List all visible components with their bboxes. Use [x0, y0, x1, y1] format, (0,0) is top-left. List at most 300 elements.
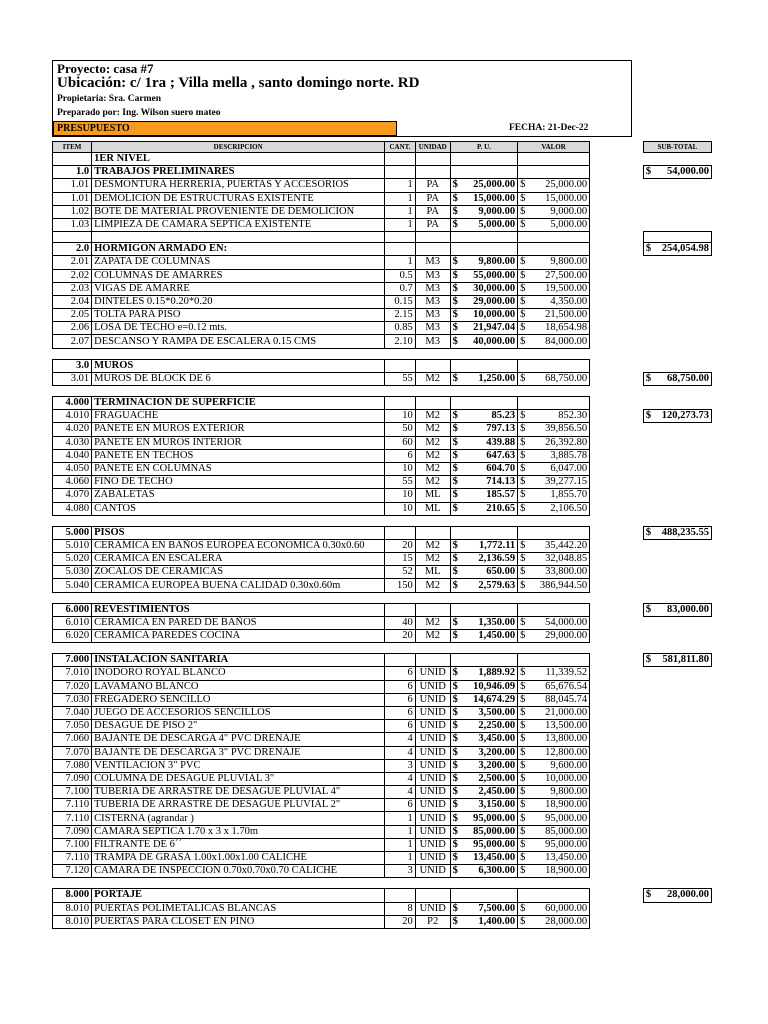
item-description: ZOCALOS DE CERAMICAS: [92, 566, 385, 579]
gap-cell: [590, 397, 644, 410]
item-quantity: 8: [385, 902, 416, 915]
item-row: [53, 838, 712, 851]
currency-sign: $: [452, 410, 458, 422]
currency-sign: $: [520, 436, 526, 448]
item-quantity: 0.7: [385, 282, 416, 295]
item-code: 7.040: [53, 706, 92, 719]
item-unit: UNID: [415, 693, 450, 706]
item-unit-price: [450, 269, 517, 282]
currency-sign: $: [452, 693, 458, 705]
item-code: 4.040: [53, 449, 92, 462]
gap-cell: [590, 282, 644, 295]
item-quantity: 50: [385, 423, 416, 436]
item-code: 7.010: [53, 667, 92, 680]
item-value: [518, 205, 590, 218]
item-value: [518, 630, 590, 643]
item-code: 2.06: [53, 322, 92, 335]
section-row: [53, 397, 712, 410]
blank-cell: [643, 643, 711, 654]
item-unit-price: [450, 476, 517, 489]
item-row: [53, 295, 712, 308]
item-quantity: 6: [385, 706, 416, 719]
item-unit-price: [450, 812, 517, 825]
item-row: [53, 786, 712, 799]
item-value: [518, 799, 590, 812]
item-value: [518, 449, 590, 462]
gap-cell: [590, 526, 644, 539]
gap-cell: [590, 746, 644, 759]
item-quantity: [385, 603, 416, 616]
currency-sign: $: [520, 219, 526, 231]
currency-sign: $: [452, 772, 458, 784]
item-description: PORTAJE: [92, 889, 385, 902]
item-description: FRAGUACHE: [92, 410, 385, 423]
gap-cell: [590, 423, 644, 436]
currency-sign: $: [452, 915, 458, 927]
blank-row: [53, 232, 712, 243]
item-value: [518, 759, 590, 772]
col-gap: [590, 142, 644, 153]
item-unit: ML: [415, 502, 450, 515]
currency-sign: $: [452, 502, 458, 514]
item-unit-price: [450, 295, 517, 308]
value-amount: 33,800.00: [545, 566, 588, 578]
unit-price-value: 3,500.00: [478, 707, 516, 719]
item-subtotal: [643, 502, 711, 515]
unit-price-value: 55,000.00: [473, 269, 516, 281]
blank-cell: [518, 386, 590, 397]
item-unit-price: [450, 243, 517, 256]
item-unit: M3: [415, 295, 450, 308]
item-subtotal: [643, 825, 711, 838]
item-quantity: 4: [385, 746, 416, 759]
currency-sign: $: [645, 889, 652, 901]
item-quantity: 1: [385, 256, 416, 269]
currency-sign: $: [520, 902, 526, 914]
item-description: DINTELES 0.15*0.20*0.20: [92, 295, 385, 308]
currency-sign: $: [452, 838, 458, 850]
section-row: [53, 654, 712, 667]
currency-sign: $: [645, 166, 652, 178]
col-cant: CANT.: [385, 142, 416, 153]
currency-sign: $: [520, 463, 526, 475]
item-subtotal: [643, 630, 711, 643]
item-unit: UNID: [415, 825, 450, 838]
currency-sign: $: [452, 372, 458, 384]
item-unit: UNID: [415, 902, 450, 915]
item-code: 5.010: [53, 539, 92, 552]
blank-row: [53, 878, 712, 889]
gap-cell: [590, 436, 644, 449]
gap-cell: [590, 902, 644, 915]
item-value: [518, 654, 590, 667]
item-subtotal: [643, 786, 711, 799]
item-subtotal: [643, 423, 711, 436]
item-value: [518, 746, 590, 759]
section-row: [53, 166, 712, 179]
item-description: CAMARA DE INSPECCION 0.70x0.70x0.70 CALICHE: [92, 865, 385, 878]
item-unit-price: [450, 786, 517, 799]
section-row: [53, 359, 712, 372]
blank-cell: [53, 386, 92, 397]
gap-cell: [590, 476, 644, 489]
blank-cell: [643, 515, 711, 526]
item-quantity: 1: [385, 838, 416, 851]
value-amount: 19,500.00: [545, 282, 588, 294]
value-amount: 852.30: [558, 410, 588, 422]
item-row: [53, 372, 712, 385]
item-quantity: 20: [385, 915, 416, 928]
unit-price-value: 1,250.00: [478, 372, 516, 384]
blank-row: [53, 386, 712, 397]
value-amount: 29,000.00: [545, 630, 588, 642]
item-row: [53, 462, 712, 475]
currency-sign: $: [520, 812, 526, 824]
item-code: 7.110: [53, 852, 92, 865]
item-code: 7.060: [53, 733, 92, 746]
currency-sign: $: [520, 733, 526, 745]
blank-cell: [385, 386, 416, 397]
value-amount: 39,856.50: [545, 423, 588, 435]
gap-cell: [590, 153, 644, 166]
subtotal-amount: 581,811.80: [662, 654, 709, 666]
item-code: 7.120: [53, 865, 92, 878]
item-value: [518, 166, 590, 179]
item-unit: UNID: [415, 720, 450, 733]
blank-cell: [518, 515, 590, 526]
item-row: [53, 579, 712, 592]
item-code: 7.100: [53, 786, 92, 799]
item-code: 2.01: [53, 256, 92, 269]
unit-price-value: 13,450.00: [473, 852, 516, 864]
item-value: [518, 359, 590, 372]
unit-price-value: 185.57: [486, 489, 516, 501]
gap-cell: [590, 579, 644, 592]
item-description: CERAMICA EN ESCALERA: [92, 553, 385, 566]
item-value: [518, 902, 590, 915]
item-quantity: 1: [385, 205, 416, 218]
item-code: 7.030: [53, 693, 92, 706]
value-amount: 18,654.98: [545, 322, 588, 334]
budget-table-body: [53, 142, 712, 929]
item-unit: PA: [415, 179, 450, 192]
item-unit-price: [450, 359, 517, 372]
item-description: PANETE EN MUROS EXTERIOR: [92, 423, 385, 436]
blank-cell: [643, 386, 711, 397]
blank-cell: [415, 515, 450, 526]
currency-sign: $: [520, 852, 526, 864]
blank-cell: [643, 348, 711, 359]
item-subtotal: [643, 192, 711, 205]
item-subtotal: [643, 449, 711, 462]
item-unit-price: [450, 423, 517, 436]
item-row: [53, 192, 712, 205]
value-amount: 25,000.00: [545, 179, 588, 191]
item-unit-price: [450, 553, 517, 566]
gap-cell: [590, 630, 644, 643]
currency-sign: $: [452, 667, 458, 679]
item-value: [518, 680, 590, 693]
item-subtotal: [643, 269, 711, 282]
item-unit-price: [450, 192, 517, 205]
item-description: BOTE DE MATERIAL PROVENIENTE DE DEMOLICION: [92, 205, 385, 218]
blank-row: [53, 348, 712, 359]
item-value: [518, 889, 590, 902]
item-value: [518, 733, 590, 746]
blank-cell: [450, 348, 517, 359]
currency-sign: $: [452, 269, 458, 281]
gap-cell: [590, 295, 644, 308]
gap-cell: [590, 812, 644, 825]
gap-cell: [590, 410, 644, 423]
item-value: [518, 295, 590, 308]
gap-cell: [590, 838, 644, 851]
item-code: 2.07: [53, 335, 92, 348]
item-quantity: 40: [385, 616, 416, 629]
currency-sign: $: [520, 772, 526, 784]
blank-cell: [53, 878, 92, 889]
value-amount: 13,500.00: [545, 720, 588, 732]
item-quantity: 0.5: [385, 269, 416, 282]
gap-cell: [590, 889, 644, 902]
item-value: [518, 693, 590, 706]
blank-cell: [385, 643, 416, 654]
item-value: [518, 153, 590, 166]
item-value: [518, 243, 590, 256]
item-unit-price: [450, 865, 517, 878]
gap-cell: [590, 654, 644, 667]
unit-price-value: 3,150.00: [478, 799, 516, 811]
item-unit: M2: [415, 553, 450, 566]
blank-cell: [450, 386, 517, 397]
blank-cell: [92, 643, 385, 654]
item-description: VENTILACION 3" PVC: [92, 759, 385, 772]
item-quantity: [385, 889, 416, 902]
item-code: 5.020: [53, 553, 92, 566]
item-unit: ML: [415, 489, 450, 502]
item-unit-price: [450, 539, 517, 552]
item-description: TUBERIA DE ARRASTRE DE DESAGUE PLUVIAL 4": [92, 786, 385, 799]
currency-sign: $: [520, 680, 526, 692]
currency-sign: $: [452, 812, 458, 824]
currency-sign: $: [452, 449, 458, 461]
blank-cell: [53, 515, 92, 526]
item-unit: UNID: [415, 852, 450, 865]
item-unit: UNID: [415, 812, 450, 825]
item-subtotal: [643, 553, 711, 566]
gap-cell: [590, 680, 644, 693]
item-unit-price: [450, 579, 517, 592]
item-description: PANETE EN TECHOS: [92, 449, 385, 462]
subtotal-amount: 488,235.55: [661, 526, 709, 538]
unit-price-value: 3,450.00: [478, 733, 516, 745]
item-unit: UNID: [415, 706, 450, 719]
item-value: [518, 462, 590, 475]
item-unit-price: [450, 889, 517, 902]
value-amount: 88,045.74: [545, 693, 588, 705]
item-code: 5.030: [53, 566, 92, 579]
item-subtotal: [643, 603, 711, 616]
item-row: [53, 502, 712, 515]
item-description: MUROS: [92, 359, 385, 372]
unit-price-value: 95,000.00: [473, 812, 516, 824]
item-value: [518, 566, 590, 579]
item-code: 7.110: [53, 812, 92, 825]
item-unit: [415, 603, 450, 616]
value-amount: 5,000.00: [550, 219, 588, 231]
item-description: CERAMICA PAREDES COCINA: [92, 630, 385, 643]
gap-cell: [590, 720, 644, 733]
item-quantity: 0.15: [385, 295, 416, 308]
blank-cell: [92, 348, 385, 359]
item-row: [53, 746, 712, 759]
gap-cell: [590, 502, 644, 515]
currency-sign: $: [452, 746, 458, 758]
blank-cell: [590, 878, 644, 889]
value-amount: 54,000.00: [545, 616, 588, 628]
gap-cell: [590, 243, 644, 256]
currency-sign: $: [520, 667, 526, 679]
item-description: PUERTAS POLIMETALICAS BLANCAS: [92, 902, 385, 915]
item-quantity: 6: [385, 449, 416, 462]
currency-sign: $: [520, 179, 526, 191]
currency-sign: $: [452, 825, 458, 837]
item-quantity: 1: [385, 852, 416, 865]
prepared-by: Preparado por: Ing. Wilson suero mateo: [57, 108, 221, 118]
item-unit: M2: [415, 372, 450, 385]
item-row: [53, 423, 712, 436]
item-description: TUBERIA DE ARRASTRE DE DESAGUE PLUVIAL 2": [92, 799, 385, 812]
item-value: [518, 282, 590, 295]
item-quantity: 4: [385, 772, 416, 785]
currency-sign: $: [520, 502, 526, 514]
item-subtotal: [643, 335, 711, 348]
blank-cell: [518, 348, 590, 359]
item-code: 4.010: [53, 410, 92, 423]
item-row: [53, 309, 712, 322]
item-description: VIGAS DE AMARRE: [92, 282, 385, 295]
blank-cell: [385, 348, 416, 359]
item-description: FILTRANTE DE 6´´: [92, 838, 385, 851]
item-value: [518, 786, 590, 799]
item-value: [518, 526, 590, 539]
item-value: [518, 720, 590, 733]
item-value: [518, 218, 590, 231]
item-unit-price: [450, 566, 517, 579]
currency-sign: $: [452, 616, 458, 628]
currency-sign: $: [452, 720, 458, 732]
currency-sign: $: [520, 282, 526, 294]
currency-sign: $: [520, 786, 526, 798]
item-subtotal: [643, 865, 711, 878]
item-quantity: 10: [385, 502, 416, 515]
value-amount: 95,000.00: [545, 812, 588, 824]
item-description: ZABALETAS: [92, 489, 385, 502]
item-unit-price: [450, 603, 517, 616]
item-quantity: [385, 397, 416, 410]
currency-sign: $: [452, 579, 458, 591]
item-unit: PA: [415, 205, 450, 218]
item-subtotal: [643, 205, 711, 218]
item-row: [53, 282, 712, 295]
item-code: 2.0: [53, 243, 92, 256]
item-description: PUERTAS PARA CLOSET EN PINO: [92, 915, 385, 928]
blank-cell: [518, 232, 590, 243]
item-quantity: 20: [385, 539, 416, 552]
item-row: [53, 759, 712, 772]
currency-sign: $: [452, 295, 458, 307]
col-subtotal: SUB-TOTAL: [643, 142, 711, 153]
currency-sign: $: [452, 436, 458, 448]
item-unit-price: [450, 335, 517, 348]
item-description: DESAGUE DE PISO 2": [92, 720, 385, 733]
col-valor: VALOR: [518, 142, 590, 153]
blank-cell: [415, 386, 450, 397]
item-description: BAJANTE DE DESCARGA 4" PVC DRENAJE: [92, 733, 385, 746]
item-row: [53, 630, 712, 643]
unit-price-value: 6,300.00: [478, 865, 516, 877]
item-code: 8.010: [53, 902, 92, 915]
item-subtotal: [643, 179, 711, 192]
item-subtotal: [643, 902, 711, 915]
currency-sign: $: [452, 322, 458, 334]
unit-price-value: 30,000.00: [473, 282, 516, 294]
item-row: [53, 566, 712, 579]
item-code: 7.110: [53, 799, 92, 812]
item-unit: ML: [415, 566, 450, 579]
item-description: CISTERNA (agrandar ): [92, 812, 385, 825]
item-unit-price: [450, 693, 517, 706]
value-amount: 95,000.00: [545, 838, 588, 850]
project-name: Proyecto: casa #7: [57, 61, 154, 76]
gap-cell: [590, 852, 644, 865]
item-subtotal: [643, 526, 711, 539]
item-row: [53, 902, 712, 915]
blank-cell: [643, 592, 711, 603]
item-unit: M2: [415, 539, 450, 552]
item-value: [518, 436, 590, 449]
blank-row: [53, 515, 712, 526]
currency-sign: $: [452, 309, 458, 321]
item-value: [518, 706, 590, 719]
item-description: FINO DE TECHO: [92, 476, 385, 489]
blank-cell: [415, 643, 450, 654]
currency-sign: $: [452, 205, 458, 217]
item-description: LIMPIEZA DE CAMARA SEPTICA EXISTENTE: [92, 218, 385, 231]
blank-cell: [385, 232, 416, 243]
item-row: [53, 616, 712, 629]
currency-sign: $: [520, 256, 526, 268]
blank-row: [53, 643, 712, 654]
item-quantity: 52: [385, 566, 416, 579]
item-unit: M2: [415, 476, 450, 489]
item-quantity: [385, 243, 416, 256]
item-subtotal: [643, 706, 711, 719]
item-unit-price: [450, 449, 517, 462]
subtotal-amount: 68,750.00: [667, 372, 709, 384]
subtotal-amount: 28,000.00: [667, 889, 709, 901]
item-value: [518, 603, 590, 616]
currency-sign: $: [452, 335, 458, 347]
item-unit-price: [450, 526, 517, 539]
item-row: [53, 915, 712, 928]
item-unit-price: [450, 462, 517, 475]
item-unit-price: [450, 489, 517, 502]
blank-cell: [415, 348, 450, 359]
value-amount: 39,277.15: [545, 476, 588, 488]
item-row: [53, 825, 712, 838]
item-subtotal: [643, 436, 711, 449]
